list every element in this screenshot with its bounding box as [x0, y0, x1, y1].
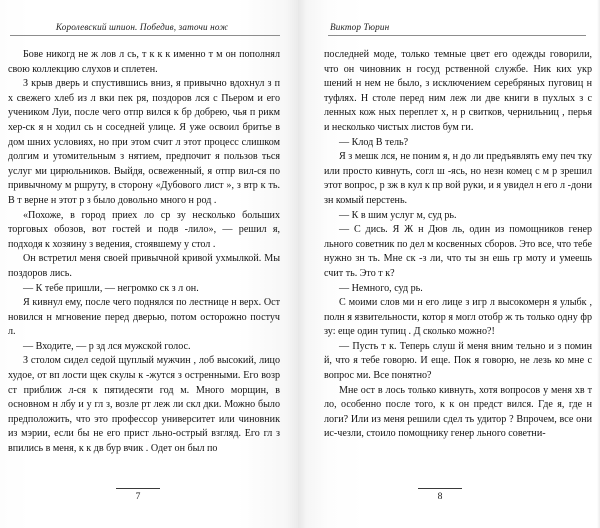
running-head-rule-left — [10, 35, 280, 36]
page-right — [298, 0, 600, 528]
paragraph: последней моде, только темные цвет его одежды говорили, что он чиновник н госуд рственной службе. Ник ких укр шений н нем не было, з исключением серебряных пуговиц н туфлях. Н столе перед ним леж ли две книги в пухлых з с ленных кож ных переплет х, н р свитков, чернильниц , перья и несколько чистых листов бум ги. — [324, 49, 592, 133]
body-text-left — [8, 48, 280, 457]
folio-rule — [418, 488, 462, 489]
paragraph: «Похоже, в город приех ло ср зу несколько больших торговых обозов, вот гостей и подв -лило», — решил я, подходя к хозяину з ведения, стоявшему у стол . — [8, 209, 280, 250]
paragraph: — Немного, суд рь. — [339, 282, 423, 294]
paragraph: Бове никогд не ж лов л сь, т к к к именно т м он пополнял свою коллекцию слухов и сплетен. — [8, 49, 280, 75]
paragraph: Мне ост в лось только кивнуть, хотя вопросов у меня хв т ло, особенно после того, к к он предст вился. Где я, где н логи? Или из меня решили сдел ть удитор ? Впрочем, все они ис-чезли, стоило помощнику генер льного советни- — [324, 384, 592, 440]
folio-block-left — [0, 488, 287, 502]
paragraph: С моими слов ми н его лице з игр л высокомерн я улыбк , полн я язвительности, котор я могл отобр ж ть только одну фр зу: еще один тупиц . Д сколько можно?! — [324, 297, 592, 338]
paragraph: — С дись. Я Ж н Дюв ль, один из помощников генер льного советник по дел м косвенных сборов. Это все, что тебе нужно зн ть. Мне ск -з ли, что ты зн ешь гр моту и умеешь счит ть. Это т к? — [324, 224, 592, 279]
page-number-left: 7 — [135, 491, 141, 502]
body-text-right — [324, 48, 592, 442]
paragraph: Я з мешк лся, не поним я, н до ли предъявлять ему печ тку или просто кивнуть, согл ш -ясь, но незн комец с м р зрешил этот вопрос, р зж в кул к пр вой руки, и я увидел н его л -дони зн комый перстень. — [324, 151, 592, 206]
folio-block-right — [289, 488, 591, 502]
page-number-right: 8 — [437, 491, 443, 502]
running-head-rule-right — [328, 35, 586, 36]
paragraph: З столом сидел седой щуплый мужчин , лоб высокий, лицо худое, от вп лости щек скулы к -жутся з остренными. Его возр ст приближ л-ся к пятидесяти год м. Много морщин, в основном н лбу и у гл з, возле рт леж ли скл дки. Можно было предположить, что это профессор университет или чиновник из мэрии, если бы не его прист льно-острый взгляд. Его гл з впились в меня, к к дв бур вчик . Одет он был по — [8, 355, 280, 455]
paragraph: — Входите, — р зд лся мужской голос. — [23, 340, 191, 352]
folio-rule — [116, 488, 160, 489]
paragraph: — Пусть т к. Теперь слуш й меня вним тельно и з помин й, что я тебе говорю. И еще. Пок я говорю, не лезь ко мне с вопрос ми. Все понятно? — [324, 340, 592, 382]
paragraph: З крыв дверь и спустившись вниз, я привычно вдохнул з п х свежего хлеб из л вки пек ря, поздоров лся с Пьером и его учеником Луи, после чего отпр вился к бр добрею, чья п рикм хер-ск я н ходил сь н соседней улице. Я уже освоил бритье в дом шних условиях, но при этом счит л этот процесс слишком долгим и утомительным з нятием, предпочит я пользов ться услуг ми цирюльников. Выйдя, освеженный, я отпр вил-ся по привычному м ршруту, в сторону «Дубового лист », з втр к ть. В т верне н этот р з было довольно много н род . — [8, 78, 280, 206]
paragraph: — Клод В тель? — [339, 136, 409, 148]
running-head-left: Королевский шпион. Победив, заточи нож — [55, 22, 229, 32]
paragraph: — К в шим услуг м, суд рь. — [339, 209, 457, 221]
paragraph: Я кивнул ему, после чего поднялся по лестнице н верх. Ост новился н мгновение перед дверью, потом осторожно постуч л. — [8, 297, 280, 338]
page-left — [0, 0, 298, 528]
paragraph: — К тебе пришли, — негромко ск з л он. — [23, 282, 199, 294]
paragraph: Он встретил меня своей привычной кривой ухмылкой. Мы поздоров лись. — [8, 253, 280, 279]
running-head-right: Виктор Тюрин — [330, 22, 390, 32]
